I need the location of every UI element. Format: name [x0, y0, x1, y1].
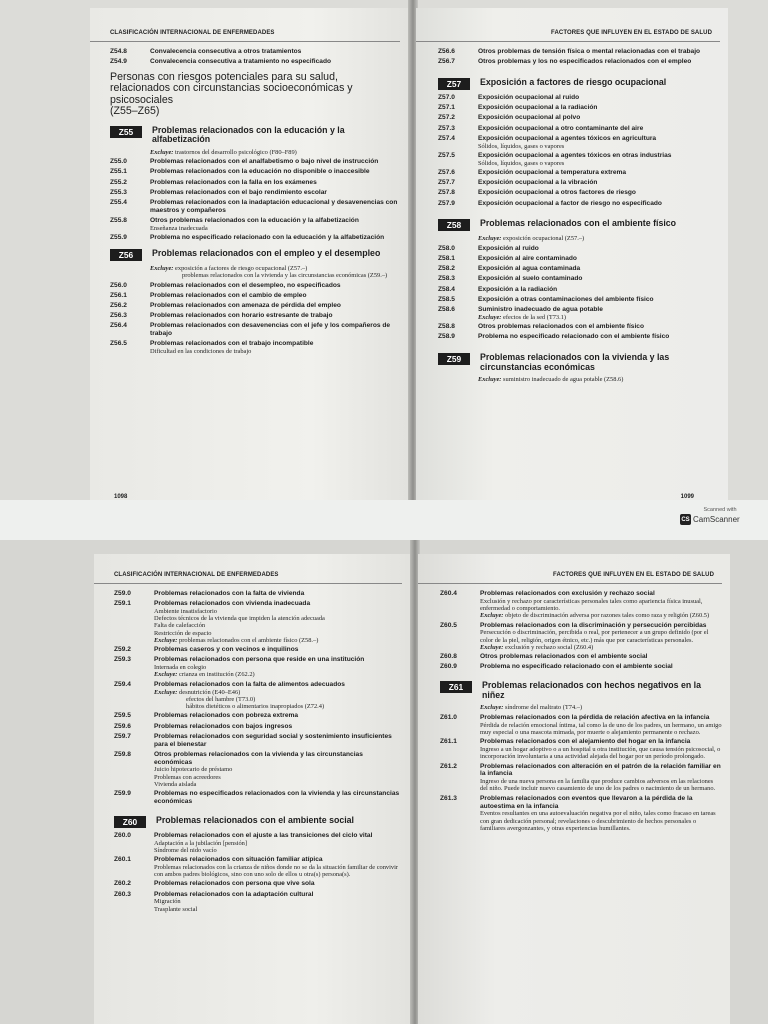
watermark-brand: CamScanner [693, 515, 740, 524]
exclusion-note: Excluye: exposición a factores de riesgo ocupacional (Z57.–) [150, 264, 308, 272]
entry: Z57.7 Exposición ocupacional a la vibración [438, 179, 598, 187]
entry-note: Defectos técnicos de la vivienda que impiden la atención adecuada [154, 615, 325, 623]
entry: Z59.4 Problemas relacionados con la falta de alimentos adecuados [114, 680, 345, 688]
entry: Z57.4 Exposición ocupacional a agentes tóxicos en agricultura [438, 134, 657, 142]
entry: Z57.1 Exposición ocupacional a la radiación [438, 104, 598, 112]
entry: Z57.0 Exposición ocupacional al ruido [438, 93, 580, 101]
entry: Z60.2 Problemas relacionados con persona que vive sola [114, 880, 315, 888]
running-header: CLASIFICACIÓN INTERNACIONAL DE ENFERMEDADES [94, 554, 402, 584]
entry: Z61.3 Problemas relacionados con eventos que llevaron a la pérdida de la autoestima en la infancia [440, 794, 693, 810]
entry: Z59.5 Problemas relacionados con pobreza extrema [114, 712, 299, 720]
block-heading: Z56 Problemas relacionados con el empleo y el desempleo [110, 249, 400, 261]
entry: Z59.0 Problemas relacionados con la falta de vivienda [114, 590, 305, 597]
page-number: 1099 [680, 494, 694, 500]
entry: Z61.0 Problemas relacionados con la pérdida de relación afectiva en la infancia [440, 713, 710, 721]
entry: Z60.9 Problema no especificado relacionado con el ambiente social [440, 663, 673, 671]
entry: Z56.5 Problemas relacionados con el trabajo incompatible [110, 340, 314, 348]
exclusion-note: hábitos dietéticos o alimentarios inapropiados (Z72.4) [186, 702, 325, 710]
entry-note: Ingreso a un hogar adoptivo o a un hospital u otra institución, que causa tensión psicosocial, o incorporación involuntaria a una actividad alejada del hogar por un período prolongado. [480, 745, 721, 761]
block-heading: Z55 Problemas relacionados con la educación y la alfabetización [110, 126, 400, 145]
entry: Z58.3 Exposición al suelo contaminado [438, 275, 583, 283]
entry-note: Juicio hipotecario de préstamo [154, 766, 233, 774]
entry: Z58.1 Exposición al aire contaminado [438, 255, 577, 263]
entry: Z59.3 Problemas relacionados con persona que reside en una institución [114, 656, 365, 664]
entry: Z56.7 Otros problemas y los no especificados relacionados con el empleo [438, 58, 692, 66]
exclusion-note: Excluye: suministro inadecuado de agua potable (Z58.6) [478, 376, 624, 384]
entry: Z60.5 Problemas relacionados con la discriminación y persecución percibidas [440, 621, 707, 629]
entry-note: Problemas con acreedores [154, 773, 221, 781]
exclusion-note: Excluye: desnutrición (E40–E46) [154, 688, 241, 696]
entry-note: Restricción de espacio [154, 629, 212, 637]
entry: Z56.4 Problemas relacionados con desavenencias con el jefe y los compañeros de trabajo [110, 322, 391, 338]
block-heading: Z57 Exposición a factores de riesgo ocupacional [438, 78, 720, 90]
entry-note: Ambiente insatisfactorio [154, 607, 218, 615]
entry-note: Internada en colegio [154, 664, 207, 672]
entry: Z61.2 Problemas relacionados con alteración en el patrón de la relación familiar en la infancia [440, 762, 721, 778]
entry: Z54.8 Convalecencia consecutiva a otros tratamientos [110, 48, 302, 55]
page-left-bottom [94, 554, 410, 1024]
exclusion-note: Excluye: objeto de discriminación adversa por razones tales como raza y religión (Z60.5) [480, 612, 710, 620]
entry-note: Enseñanza inadecuada [150, 224, 208, 232]
entry: Z58.5 Exposición a otras contaminaciones del ambiente físico [438, 295, 654, 303]
entry: Z59.8 Otros problemas relacionados con la vivienda y las circunstancias económicas [114, 750, 363, 766]
running-header: FACTORES QUE INFLUYEN EN EL ESTADO DE SALUD [418, 554, 722, 584]
entry: Z55.8 Otros problemas relacionados con la educación y la alfabetización [110, 216, 359, 224]
entry: Z58.4 Exposición a la radiación [438, 285, 558, 293]
entry-note: Falta de calefacción [154, 622, 206, 630]
entry: Z55.4 Problemas relacionados con la inadaptación educacional y desavenencias con maestros y compañeros [110, 198, 398, 214]
entry: Z59.9 Problemas no especificados relacionados con la vivienda y las circunstancias económicas [114, 790, 400, 805]
entry: Z58.6 Suministro inadecuado de agua potable [438, 305, 603, 313]
entry: Z56.6 Otros problemas de tensión física o mental relacionadas con el trabajo [438, 48, 701, 55]
exclusion-note: Excluye: exclusión y rechazo social (Z60.4) [480, 643, 594, 651]
page-right-top [416, 8, 728, 500]
entry: Z56.1 Problemas relacionados con el cambio de empleo [110, 291, 307, 299]
page-left-top [90, 8, 408, 500]
exclusion-note: efectos del hambre (T73.0) [186, 695, 256, 703]
entry: Z56.2 Problemas relacionados con amenaza de pérdida del empleo [110, 301, 341, 309]
entry-note: Persecución o discriminación, percibida o real, por pertenecer a un grupo definido (por el color de la piel, religión, origen étnico, etc.) más que por características personales. [480, 629, 709, 644]
entry: Z58.9 Problema no especificado relacionado con el ambiente físico [438, 333, 670, 341]
section-title: Personas con riesgos potenciales para su salud, relacionados con circunstancias socioeconómicas y psicosociales (Z55–Z65) [110, 70, 353, 118]
entry-note: Síndrome del nido vacío [154, 846, 217, 854]
entry-note: Exclusión y rechazo por características personales tales como apariencia física inusual, enfermedad o comportamiento. [480, 597, 703, 612]
entry: Z58.8 Otros problemas relacionados con el ambiente físico [438, 323, 644, 331]
running-header: FACTORES QUE INFLUYEN EN EL ESTADO DE SALUD [416, 8, 720, 42]
entry: Z55.0 Problemas relacionados con el analfabetismo o bajo nivel de instrucción [110, 158, 379, 166]
entry: Z60.0 Problemas relacionados con el ajuste a las transiciones del ciclo vital [114, 831, 373, 839]
entry: Z57.8 Exposición ocupacional a otros factores de riesgo [438, 189, 636, 197]
entry: Z57.6 Exposición ocupacional a temperatura extrema [438, 169, 627, 177]
scan-gap [0, 500, 768, 540]
block-heading: Z61 Problemas relacionados con hechos negativos en la niñez [440, 681, 722, 700]
entry: Z59.7 Problemas relacionados con seguridad social y sostenimiento insuficientes para el bienestar [114, 732, 392, 748]
block-heading: Z58 Problemas relacionados con el ambiente físico [438, 219, 720, 231]
block-heading: Z59 Problemas relacionados con la vivienda y las circunstancias económicas [438, 353, 720, 372]
exclusion-note: Excluye: problemas relacionados con el ambiente físico (Z58.–) [154, 636, 319, 644]
block-heading: Z60 Problemas relacionados con el ambiente social [114, 816, 402, 828]
entry-note: Migración [154, 898, 181, 906]
page-right-bottom [418, 554, 730, 1024]
entry: Z57.9 Exposición ocupacional a factor de riesgo no especificado [438, 199, 662, 207]
entry-note: Trasplante social [154, 905, 198, 913]
page-number: 1098 [114, 494, 128, 500]
entry: Z59.2 Problemas caseros y con vecinos e inquilinos [114, 646, 299, 654]
entry: Z61.1 Problemas relacionados con el alejamiento del hogar en la infancia [440, 738, 691, 746]
entry: Z56.0 Problemas relacionados con el desempleo, no especificados [110, 281, 341, 289]
entry-note: Problemas relacionados con la crianza de niños donde no se da la situación familiar de convivir con ambos padres biológicos, sino con uno solo de ellos u otra(s) persona(s). [154, 863, 399, 879]
watermark-caption: Scanned with [703, 507, 737, 513]
entry-note: Sólidos, líquidos, gases o vapores [478, 159, 565, 167]
entry: Z57.5 Exposición ocupacional a agentes tóxicos en otras industrias [438, 151, 672, 159]
entry-note: Pérdida de relación emocional íntima, tal como la de uno de los padres, un hermano, un amigo muy especial o una mascota mimada, por muerte o alejamiento permanente o rechazo. [480, 721, 722, 736]
exclusion-note: Excluye: exposición ocupacional (Z57.–) [478, 235, 585, 243]
entry: Z57.2 Exposición ocupacional al polvo [438, 114, 581, 122]
entry: Z60.1 Problemas relacionados con situación familiar atípica [114, 856, 323, 864]
exclusion-note: Excluye: crianza en institución (Z62.2) [154, 671, 255, 679]
entry: Z55.3 Problemas relacionados con el bajo rendimiento escolar [110, 188, 327, 196]
top-scan [0, 0, 768, 500]
entry: Z59.1 Problemas relacionados con vivienda inadecuada [114, 600, 311, 608]
entry: Z60.3 Problemas relacionados con la adaptación cultural [114, 890, 314, 898]
entry: Z60.4 Problemas relacionados con exclusión y rechazo social [440, 590, 655, 597]
running-header: CLASIFICACIÓN INTERNACIONAL DE ENFERMEDADES [90, 8, 400, 42]
entry-note: Eventos resultantes en una autoevaluación negativa por el niño, tales como fracaso en tareas con gran dedicación personal; revelaciones o descubrimiento de hechos personales o familiares avergonzantes, y otras experiencias humillantes. [480, 810, 716, 832]
entry: Z58.0 Exposición al ruido [438, 244, 539, 252]
exclusion-note: problemas relacionados con la vivienda y las circunstancias económicas (Z59.–) [182, 272, 388, 280]
entry: Z55.2 Problemas relacionados con la falla en los exámenes [110, 178, 317, 186]
entry-note: Vivienda aislada [154, 780, 197, 788]
entry: Z60.8 Otros problemas relacionados con el ambiente social [440, 653, 648, 661]
exclusion-note: Excluye: síndrome del maltrato (T74.–) [480, 704, 583, 712]
entry: Z59.6 Problemas relacionados con bajos ingresos [114, 722, 293, 730]
exclusion-note: Excluye: efectos de la sed (T73.1) [478, 313, 567, 321]
bottom-scan [0, 540, 768, 1024]
camscanner-logo-icon: CS [680, 514, 691, 525]
entry: Z55.9 Problema no especificado relacionado con la educación y la alfabetización [110, 234, 385, 242]
entry-note: Ingreso de una nueva persona en la familia que produce cambios adversos en las relaciones del niño. Puede incluir nuevo casamiento de uno de los padres o nacimiento de un hermano. [480, 778, 716, 793]
entry-note: Sólidos, líquidos, gases o vapores [478, 142, 565, 150]
camscanner-watermark [680, 507, 760, 525]
entry: Z55.1 Problemas relacionados con la educación no disponible o inaccesible [110, 168, 370, 176]
entry: Z58.2 Exposición al agua contaminada [438, 265, 581, 273]
entry-note: Dificultad en las condiciones de trabajo [150, 348, 252, 356]
entry: Z56.3 Problemas relacionados con horario estresante de trabajo [110, 312, 333, 320]
entry: Z54.9 Convalecencia consecutiva a tratamiento no especificado [110, 58, 332, 66]
entry-note: Adaptación a la jubilación [pensión] [154, 839, 247, 847]
exclusion-note: Excluye: trastornos del desarrollo psicológico (F80–F89) [150, 148, 297, 156]
entry: Z57.3 Exposición ocupacional a otro contaminante del aire [438, 124, 644, 132]
